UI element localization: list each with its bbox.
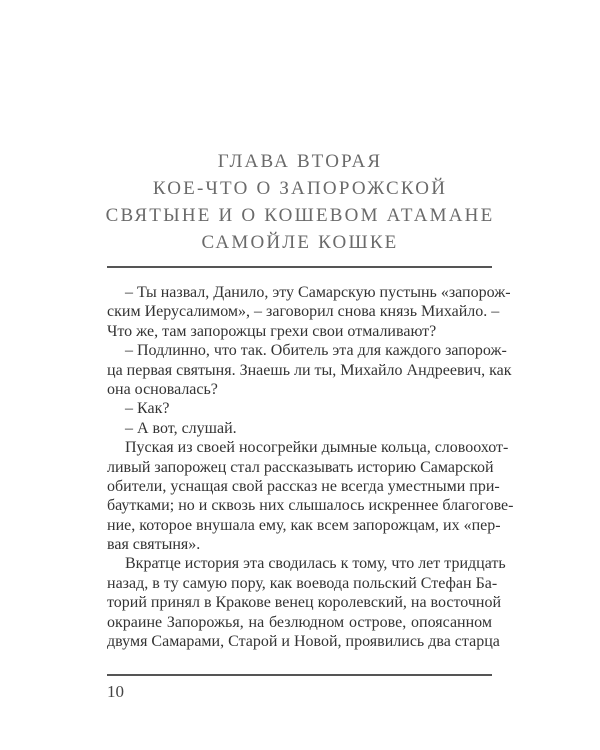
text-line: двумя Самарами, Старой и Новой, проявились два старца xyxy=(107,633,500,651)
text-line: – А вот, слушай. xyxy=(125,419,237,437)
text-line: – Ты назвал, Данило, эту Самарскую пустынь «запорож- xyxy=(125,284,511,301)
footer-divider xyxy=(107,674,492,676)
text-line: назад, в ту самую пору, как воевода польский Стефан Ба- xyxy=(107,574,498,592)
text-line: ние, которое внушала ему, как всем запорожцам, их «пер- xyxy=(107,516,501,534)
text-line: Что же, там запорожцы грехи свои отмаливают? xyxy=(107,322,437,340)
text-line: баутками; но и сквозь них слышалось искреннее благогове- xyxy=(107,497,514,515)
chapter-title-line: СВЯТЫНЕ И О КОШЕВОМ АТАМАНЕ xyxy=(105,205,495,226)
text-line: ливый запорожец стал рассказывать историю Самарской xyxy=(107,458,494,476)
text-line: – Подлинно, что так. Обитель эта для каждого запорож- xyxy=(125,342,507,360)
page-number: 10 xyxy=(107,682,124,701)
text-line: торий принял в Кракове венец королевский, на восточной xyxy=(107,594,502,612)
chapter-heading xyxy=(100,148,500,256)
text-line: – Как? xyxy=(125,400,170,418)
text-line: Вкратце история эта сводилась к тому, что лет тридцать xyxy=(125,555,506,573)
text-line: вая святыня». xyxy=(107,536,201,554)
text-line: Пуская из своей носогрейки дымные кольца, словоохот- xyxy=(125,439,509,457)
text-line: она основалась? xyxy=(107,380,218,398)
body-text xyxy=(107,283,514,651)
heading-divider xyxy=(107,266,492,268)
text-line: ца первая святыня. Знаешь ли ты, Михайло Андреевич, как xyxy=(107,361,512,379)
chapter-title-line: САМОЙЛЕ КОШКЕ xyxy=(201,232,399,253)
chapter-label: ГЛАВА ВТОРАЯ xyxy=(217,151,383,172)
chapter-title-line: КОЕ-ЧТО О ЗАПОРОЖСКОЙ xyxy=(152,178,448,199)
text-line: окраине Запорожья, на безлюдном острове, опоясанном xyxy=(107,613,492,631)
text-line: обители, уснащая свой рассказ не всегда уместными при- xyxy=(107,477,500,495)
text-line: ским Иерусалимом», – заговорил снова князь Михайло. – xyxy=(107,303,500,321)
